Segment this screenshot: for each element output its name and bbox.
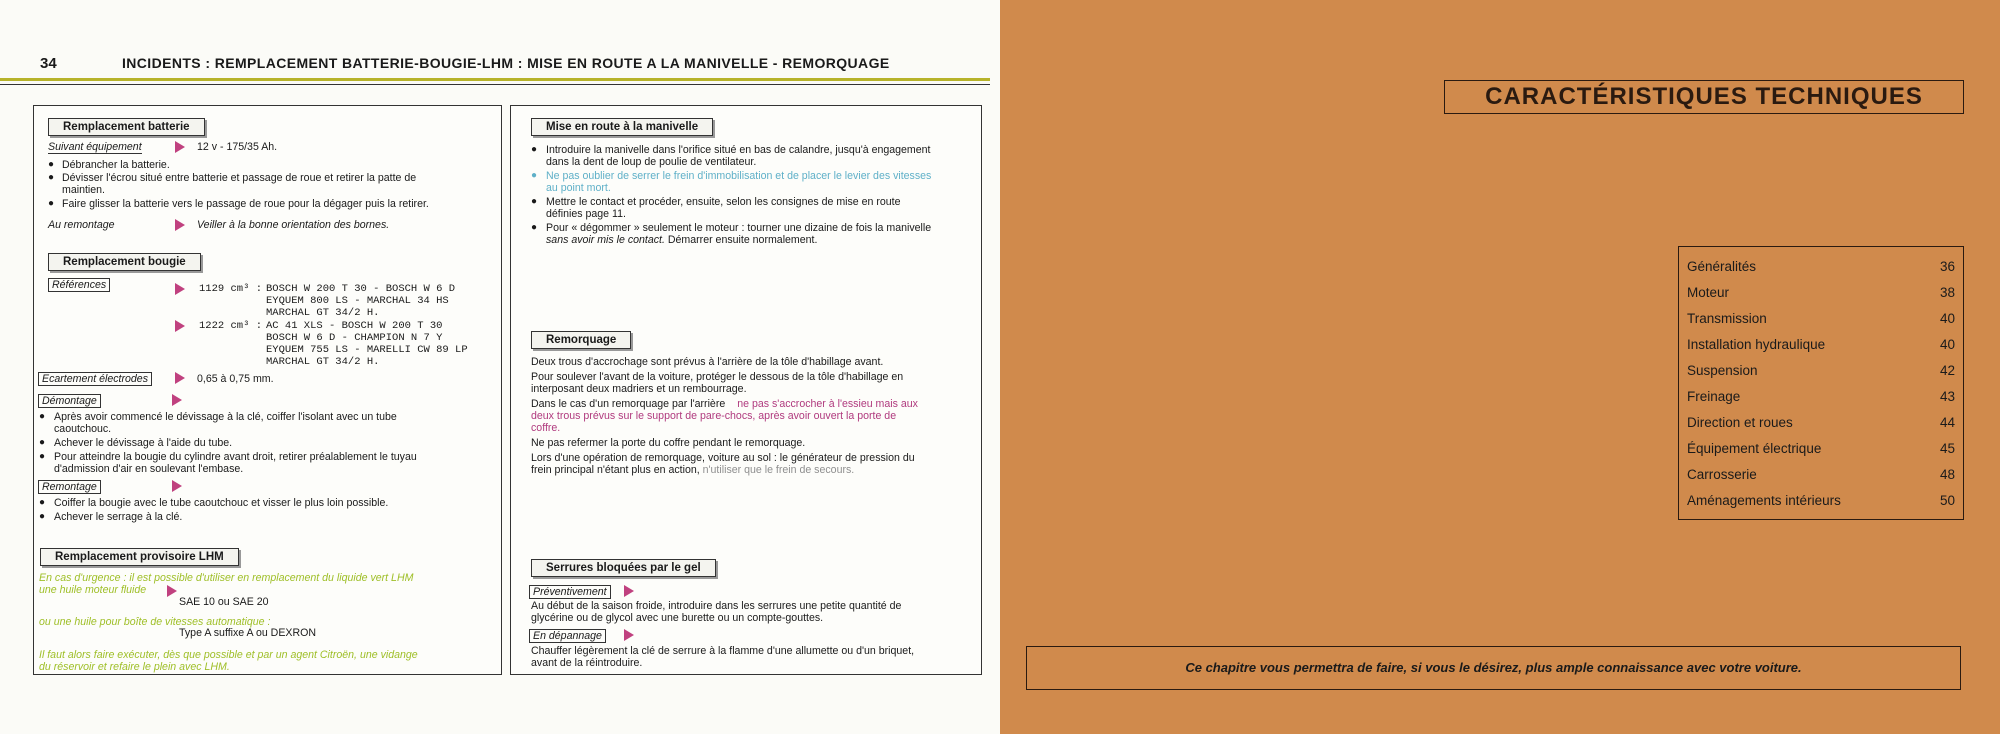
bullet-icon: ● [531,144,538,155]
demontage-step: caoutchouc. [54,423,112,435]
toc-row-moteur[interactable] [1687,285,1955,305]
toc-page: 43 [1939,389,1955,404]
ref2-engine: 1222 cm³ : [199,320,263,332]
towing-line: Ne pas refermer la porte du coffre pendant le remorquage. [531,437,806,449]
toc-page: 40 [1939,311,1955,326]
bullet-icon: ● [531,222,538,233]
toc-title: Moteur [1687,285,1730,300]
bullet-icon: ● [531,170,538,181]
bullet-icon: ● [39,511,46,522]
lhm-oil-1: SAE 10 ou SAE 20 [179,596,269,608]
ref2-line: AC 41 XLS - BOSCH W 200 T 30 [266,320,443,332]
toc-page: 36 [1939,259,1955,274]
toc-row-hydraulique[interactable] [1687,337,1955,357]
crank-line: Introduire la manivelle dans l'orifice situé en bas de calandre, jusqu'à engagement [546,144,931,156]
bullet-icon: ● [48,198,55,209]
towing-line [531,398,918,410]
header-rule-dark [0,84,990,85]
ref1-line: BOSCH W 200 T 30 - BOSCH W 6 D [266,283,456,295]
section-title-frozen-locks: Serrures bloquées par le gel [531,559,716,577]
crank-rest: Démarrer ensuite normalement. [664,234,818,246]
ref1-engine: 1129 cm³ : [199,283,263,295]
arrow-icon [175,283,185,295]
page-header: INCIDENTS : REMPLACEMENT BATTERIE-BOUGIE-LHM : MISE EN ROUTE A LA MANIVELLE - REMORQUAGE [122,55,890,71]
toc-title: Transmission [1687,311,1767,326]
towing-warning: coffre. [531,422,561,434]
battery-remontage-label: Au remontage [48,219,115,231]
demontage-step: Pour atteindre la bougie du cylindre avant droit, retirer préalablement le tuyau [54,451,417,463]
section-title-battery: Remplacement batterie [48,118,205,136]
toc-title: Aménagements intérieurs [1687,493,1841,508]
battery-remontage-value: Veiller à la bonne orientation des bornes. [197,219,390,231]
toc-row-suspension[interactable] [1687,363,1955,383]
towing-warning: deux trous prévus sur le support de pare-chocs, après avoir ouvert la porte de [531,410,897,422]
toc-title: Direction et roues [1687,415,1793,430]
toc-row-transmission[interactable] [1687,311,1955,331]
frozen-line: Au début de la saison froide, introduire dans les serrures une petite quantité de [531,600,902,612]
bullet-icon: ● [531,196,538,207]
right-column [510,105,982,675]
toc-page: 42 [1939,363,1955,378]
ref1-line: EYQUEM 800 LS - MARCHAL 34 HS [266,295,449,307]
toc-page: 40 [1939,337,1955,352]
toc-page: 45 [1939,441,1955,456]
suivant-value: 12 v - 175/35 Ah. [197,141,278,153]
page-number: 34 [40,55,57,72]
towing-line: Lors d'une opération de remorquage, voiture au sol : le générateur de pression du [531,452,915,464]
demontage-step: Achever le dévissage à l'aide du tube. [54,437,233,449]
towing-note: n'utiliser que le frein de secours. [699,464,855,476]
frozen-line: Chauffer légèrement la clé de serrure à la flamme d'une allumette ou d'un briquet, [531,645,915,657]
toc-title: Généralités [1687,259,1757,274]
arrow-icon [624,585,634,597]
crank-line-last [546,234,817,246]
bullet-icon: ● [48,172,55,183]
suivant-label: Suivant équipement [48,141,142,153]
arrow-icon [175,219,185,231]
crank-line: au point mort. [546,182,611,194]
toc-title: Carrosserie [1687,467,1757,482]
table-of-contents [1678,246,1964,520]
demontage-step: d'admission d'air en soulevant l'embase. [54,463,244,475]
section-title-spark-plug: Remplacement bougie [48,253,201,271]
toc-page: 48 [1939,467,1955,482]
section-title-lhm: Remplacement provisoire LHM [40,548,239,566]
ref2-line: EYQUEM 755 LS - MARELLI CW 89 LP [266,344,468,356]
lhm-line: une huile moteur fluide [39,584,147,596]
frozen-line: avant de la réintroduire. [531,657,643,669]
toc-page: 44 [1939,415,1955,430]
toc-title: Freinage [1687,389,1741,404]
ref2-line: MARCHAL GT 34/2 H. [266,356,380,368]
preventive-label: Préventivement [529,585,611,599]
towing-warning: ne pas s'accrocher à l'essieu mais aux [737,398,918,410]
battery-step: Faire glisser la batterie vers le passage de roue pour la dégager puis la retirer. [62,198,429,210]
chapter-title: CARACTÉRISTIQUES TECHNIQUES [1444,80,1964,114]
battery-step: Débrancher la batterie. [62,159,170,171]
repair-label: En dépannage [529,629,606,643]
header-rule-olive [0,78,990,81]
bullet-icon: ● [39,411,46,422]
bullet-icon: ● [48,159,55,170]
towing-line: interposant deux madriers et un rembourrage. [531,383,747,395]
bullet-icon: ● [39,497,46,508]
arrow-icon [624,629,634,641]
lhm-oil-2: Type A suffixe A ou DEXRON [179,627,317,639]
toc-title: Équipement électrique [1687,441,1822,456]
toc-row-freinage[interactable] [1687,389,1955,409]
demontage-label: Démontage [38,394,101,408]
towing-text: Dans le cas d'un remorquage par l'arrière [531,398,726,410]
bullet-icon: ● [39,451,46,462]
towing-line: Deux trous d'accrochage sont prévus à l'arrière de la tôle d'habillage avant. [531,356,884,368]
ref1-line: MARCHAL GT 34/2 H. [266,307,380,319]
crank-line: Pour « dégommer » seulement le moteur : tourner une dizaine de fois la manivelle [546,222,932,234]
crank-line: définies page 11. [546,208,626,220]
toc-title: Suspension [1687,363,1758,378]
bullet-icon: ● [39,437,46,448]
references-label: Références [48,278,110,292]
chapter-intro-footer: Ce chapitre vous permettra de faire, si vous le désirez, plus ample connaissance avec votre voiture. [1026,646,1961,690]
arrow-icon [172,394,182,406]
crank-line: Ne pas oublier de serrer le frein d'immobilisation et de placer le levier des vitesses [546,170,932,182]
frozen-line: glycérine ou de glycol avec une burette ou un compte-gouttes. [531,612,824,624]
arrow-icon [175,320,185,332]
toc-title: Installation hydraulique [1687,337,1826,352]
towing-line: Pour soulever l'avant de la voiture, protéger le dessous de la tôle d'habillage en [531,371,904,383]
remontage-label: Remontage [38,480,101,494]
arrow-icon [172,480,182,492]
arrow-icon [175,372,185,384]
lhm-line: du réservoir et refaire le plein avec LHM. [39,661,230,673]
toc-page: 50 [1939,493,1955,508]
gap-label: Ecartement électrodes [38,372,152,386]
towing-text: frein principal n'étant plus en action, [531,464,700,476]
toc-page: 38 [1939,285,1955,300]
lhm-line: ou une huile pour boîte de vitesses automatique : [39,616,271,628]
ref2-line: BOSCH W 6 D - CHAMPION N 7 Y [266,332,443,344]
crank-line: Mettre le contact et procéder, ensuite, selon les consignes de mise en route [546,196,901,208]
left-column [33,105,502,675]
crank-line: dans la dent de loup de poulie de ventilateur. [546,156,757,168]
lhm-line: Il faut alors faire exécuter, dès que possible et par un agent Citroën, une vidange [39,649,418,661]
toc-row-generalites[interactable] [1687,259,1955,279]
section-title-crank: Mise en route à la manivelle [531,118,713,136]
remontage-step: Achever le serrage à la clé. [54,511,183,523]
arrow-icon [167,585,177,597]
towing-line [531,464,854,476]
section-title-towing: Remorquage [531,331,631,349]
arrow-icon [175,141,185,153]
crank-italic: sans avoir mis le contact. [546,234,665,246]
gap-value: 0,65 à 0,75 mm. [197,373,274,385]
lhm-line: En cas d'urgence : il est possible d'utiliser en remplacement du liquide vert LHM [39,572,414,584]
toc-row-electrique[interactable] [1687,441,1955,461]
toc-row-interieurs[interactable] [1687,493,1955,513]
battery-step: maintien. [62,184,105,196]
remontage-step: Coiffer la bougie avec le tube caoutchouc et visser le plus loin possible. [54,497,389,509]
battery-step: Dévisser l'écrou situé entre batterie et passage de roue et retirer la patte de [62,172,417,184]
toc-row-direction[interactable] [1687,415,1955,435]
toc-row-carrosserie[interactable] [1687,467,1955,487]
demontage-step: Après avoir commencé le dévissage à la clé, coiffer l'isolant avec un tube [54,411,397,423]
